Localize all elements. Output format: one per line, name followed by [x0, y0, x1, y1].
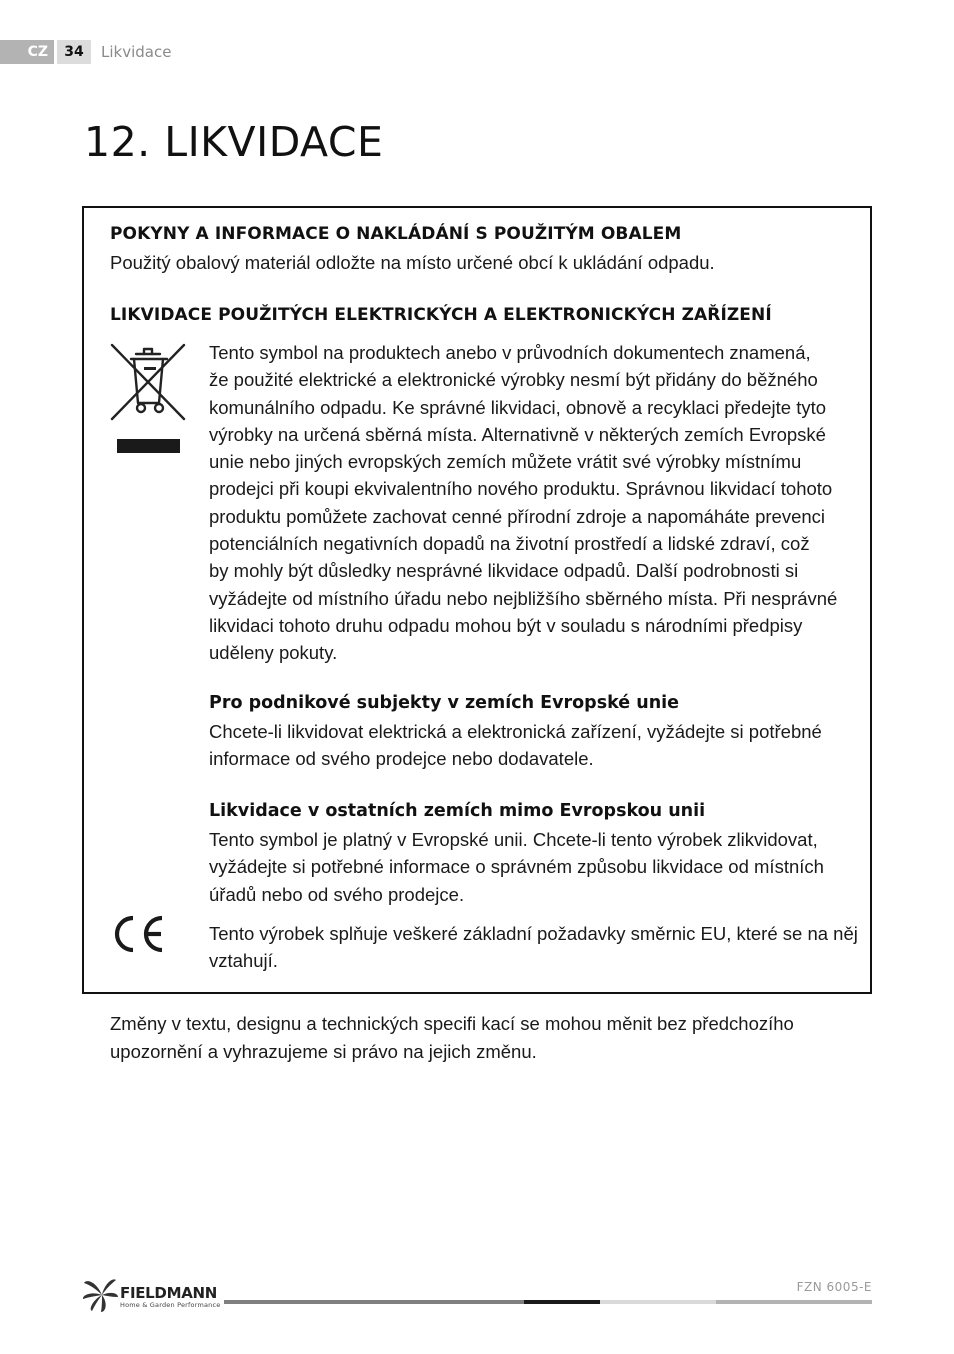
text-line: produktu pomůžete zachovat cenné přírodní zdroje a napomáháte prevenci [209, 505, 826, 527]
business-heading: Pro podnikové subjekty v zemích Evropské unie [209, 693, 680, 713]
packaging-heading: POKYNY A INFORMACE O NAKLÁDÁNÍ S POUŽITÝM OBALEM [110, 224, 682, 244]
weee-heading: LIKVIDACE POUŽITÝCH ELEKTRICKÝCH A ELEKTRONICKÝCH ZAŘÍZENÍ [110, 305, 772, 325]
text-line: likvidaci tohoto druhu odpadu mohou být v souladu s národními předpisy [209, 614, 803, 636]
text-line: informace od svého prodejce nebo dodavatele. [209, 748, 594, 770]
outside-eu-heading: Likvidace v ostatních zemích mimo Evropskou unii [209, 801, 706, 821]
outside-eu-paragraph [209, 826, 824, 908]
ce-mark-icon [108, 913, 168, 955]
section-name: Likvidace [101, 43, 172, 61]
footer-bar-dark [524, 1300, 600, 1304]
weee-paragraph [209, 339, 837, 667]
text-line: vyžádejte od místního úřadu nebo nejbližšího sběrného místa. Při nesprávné [209, 587, 838, 609]
text-line: Tento symbol na produktech anebo v průvodních dokumentech znamená, [209, 342, 811, 363]
footer-bar-light [600, 1300, 716, 1304]
ce-paragraph [209, 920, 858, 975]
language-tag: CZ [0, 40, 54, 64]
text-line: vztahují. [209, 950, 278, 972]
text-line: vyžádejte si potřebné informace o správném způsobu likvidace od místních [209, 856, 824, 878]
business-paragraph [209, 718, 822, 773]
page-header [0, 40, 171, 64]
text-line: výrobky na určená sběrná místa. Alternativně v některých zemích Evropské [209, 423, 826, 445]
text-line: Tento výrobek splňuje veškeré základní požadavky směrnic EU, které se na něj [209, 923, 858, 944]
text-line: upozornění a vyhrazujeme si právo na jejich změnu. [110, 1041, 537, 1062]
text-line: prodejci při koupi ekvivalentního nového produktu. Správnou likvidací tohoto [209, 478, 833, 500]
text-line: komunálního odpadu. Ke správné likvidaci, obnově a recyklaci předejte tyto [209, 396, 827, 418]
text-line: Změny v textu, designu a technických specifi kací se mohou měnit bez předchozího [110, 1013, 794, 1034]
text-line: úřadů nebo od svého prodejce. [209, 883, 465, 905]
brand-tagline: Home & Garden Performance [120, 1301, 221, 1309]
page-number: 34 [57, 40, 91, 64]
page-title: 12. LIKVIDACE [84, 118, 384, 166]
text-line: že použité elektrické a elektronické výrobky nesmí být přidány do běžného [209, 369, 818, 391]
weee-crossed-bin-icon [108, 341, 188, 456]
text-line: by mohly být důsledky nesprávné likvidace odpadů. Další podrobnosti si [209, 560, 799, 582]
text-line: potenciálních negativních dopadů na životní prostředí a lidské zdraví, což [209, 533, 810, 555]
text-line: Tento symbol je platný v Evropské unii. Chcete-li tento výrobek zlikvidovat, [209, 829, 818, 850]
fieldmann-leaf-logo-icon [82, 1277, 122, 1313]
text-line: unie nebo jiných evropských zemích můžete vrátit své výrobky místnímu [209, 451, 802, 473]
brand-name: FIELDMANN [120, 1284, 218, 1302]
footer-bar-mid [224, 1300, 524, 1304]
model-number: FZN 6005-E [796, 1280, 872, 1294]
changes-notice [110, 1010, 794, 1066]
text-line: Chcete-li likvidovat elektrická a elektronická zařízení, vyžádejte si potřebné [209, 721, 822, 742]
footer-bar-grey [716, 1300, 872, 1304]
packaging-text: Použitý obalový materiál odložte na místo určené obcí k ukládání odpadu. [110, 252, 715, 273]
text-line: uděleny pokuty. [209, 642, 338, 664]
